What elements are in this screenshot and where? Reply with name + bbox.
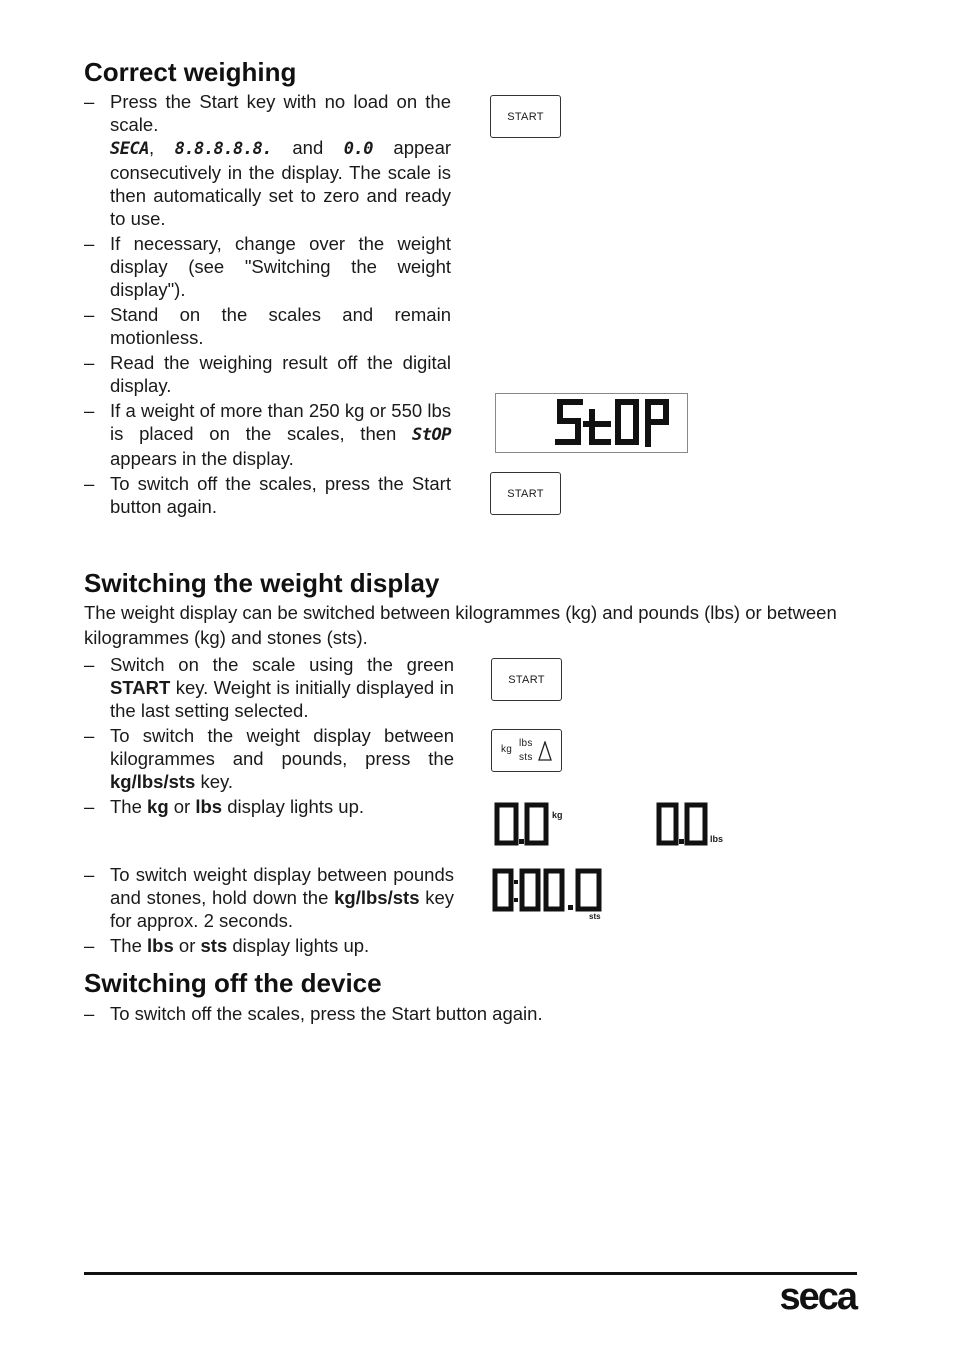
kg-segment-graphic	[494, 802, 554, 846]
list-item: – Read the weighing result off the digital display.	[84, 352, 451, 396]
list-item: – Switch on the scale using the green START key. Weight is initially displayed in the last setting selected.	[84, 654, 454, 721]
list-item: – To switch off the scales, press the Start button again.	[84, 473, 451, 517]
kg-display: kg	[494, 802, 574, 846]
section-title-switching-display: Switching the weight display	[84, 568, 440, 598]
list-item: – If a weight of more than 250 kg or 550 lbs is placed on the scales, then StOP appears in the display.	[84, 400, 451, 469]
correct-weighing-list	[84, 90, 451, 520]
segment-text-zero: 0.0	[343, 139, 373, 159]
segment-text-stop: StOP	[412, 425, 451, 445]
section-title-switching-off: Switching off the device	[84, 968, 382, 998]
section-title-correct-weighing: Correct weighing	[84, 57, 297, 87]
triangle-icon	[538, 741, 552, 761]
switching-display-intro: The weight display can be switched between kilogrammes (kg) and pounds (lbs) or between kilogrammes (kg) and stones (sts).	[84, 602, 837, 648]
switching-display-list-b	[84, 863, 454, 959]
list-item: – The kg or lbs display lights up.	[84, 796, 365, 817]
seca-logo: seca	[779, 1276, 856, 1318]
stop-display	[495, 393, 688, 453]
lbs-display: lbs	[656, 802, 736, 846]
start-key-illustration: START	[490, 472, 561, 515]
list-item: – To switch the weight display between kilogrammes and pounds, press the kg/lbs/sts key.	[84, 725, 454, 792]
footer-rule	[84, 1272, 857, 1275]
lbs-segment-graphic	[656, 802, 712, 846]
start-key-illustration: START	[491, 658, 562, 701]
list-item: – To switch off the scales, press the Start button again.	[84, 1003, 543, 1024]
switching-display-list-a	[84, 653, 454, 820]
sts-segment-graphic	[492, 868, 604, 912]
start-key-illustration: START	[490, 95, 561, 138]
list-item: – To switch weight display between pounds and stones, hold down the kg/lbs/sts key for approx. 2 seconds.	[84, 864, 455, 931]
list-item: – Stand on the scales and remain motionless.	[84, 304, 451, 348]
sts-display: sts	[492, 868, 607, 924]
unit-key-illustration: kg lbs sts	[491, 729, 562, 772]
list-item: – The lbs or sts display lights up.	[84, 935, 370, 956]
list-item: – Press the Start key with no load on the scale. SECA, 8.8.8.8.8. and 0.0 appear consecutively in the display. The scale is then automatically set to zero and ready to use.	[84, 91, 452, 229]
list-item: – If necessary, change over the weight display (see "Switching the weight display").	[84, 233, 451, 300]
segment-text-test: 8.8.8.8.8.	[174, 139, 272, 159]
segment-text-seca: SECA	[110, 139, 149, 159]
switching-off-list	[84, 1002, 784, 1027]
stop-segment-graphic	[496, 394, 687, 452]
